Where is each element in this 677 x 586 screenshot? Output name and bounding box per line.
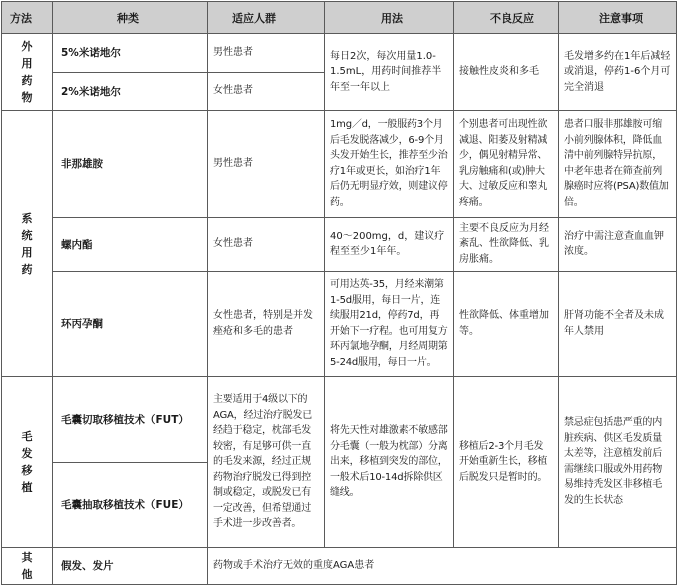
population-cell: 药物或手术治疗无效的重度AGA患者 [208, 547, 677, 584]
table-row [2, 34, 677, 72]
type-cell: 毛囊抽取移植技术（FUE） [53, 462, 208, 547]
usage-cell: 每日2次，每次用量1.0-1.5mL，用药时间推荐半年至一年以上 [325, 34, 454, 111]
usage-cell: 1mg／d，一般服药3个月后毛发脱落减少，6-9个月头发开始生长，推荐至少治疗1年或更长，如治疗1年后仍无明显疗效，则建议停药。 [325, 110, 454, 217]
notes-cell: 患者口服非那雄胺可缩小前列腺体积，降低血清中前列腺特异抗原，中老年患者在筛查前列腺癌时应将(PSA)数值加 倍。 [559, 110, 677, 217]
adverse-cell: 移植后2-3个月毛发开始重新生长，移植后脱发只是暂时的。 [454, 377, 559, 547]
usage-cell: 40～200mg，d，建议疗程至至少1年年。 [325, 217, 454, 271]
population-cell: 男性患者 [208, 110, 325, 217]
group-other-label: 其 他 [21, 550, 33, 581]
type-cell: 环丙孕酮 [53, 271, 208, 377]
type-cell: 2%米诺地尔 [53, 72, 208, 110]
notes-cell: 肝肾功能不全者及未成年人禁用 [559, 271, 677, 377]
header-adverse: 不良反应 [454, 2, 559, 34]
table-row [2, 110, 677, 217]
table-row [2, 217, 677, 271]
header-method: 方法 [2, 2, 53, 34]
group-transplant-label: 毛 发 移 植 [21, 429, 33, 494]
table-row [2, 547, 677, 584]
group-topical-label: 外 用 药 物 [21, 40, 33, 105]
type-cell: 毛囊切取移植技术（FUT） [53, 377, 208, 463]
header-population: 适应人群 [208, 2, 325, 34]
population-cell: 男性患者 [208, 34, 325, 72]
header-usage: 用法 [325, 2, 454, 34]
group-other [2, 547, 53, 584]
type-cell: 非那雄胺 [53, 110, 208, 217]
adverse-cell: 个别患者可出现性欲减退、阳萎及射精减少，偶见射精异常、乳房触痛和(或)肿大大、过敏反应和睾丸疼痛。 [454, 110, 559, 217]
population-cell: 女性患者 [208, 217, 325, 271]
adverse-cell: 接触性皮炎和多毛 [454, 34, 559, 111]
group-systemic-label: 系 统 用 药 [21, 211, 33, 276]
usage-cell: 可用达英-35，月经来潮第1-5d服用，每日一片，连续服用21d，停药7d，再开始下一疗程。也可用复方环丙氯地孕酮，月经周期第5-24d服用，每日一片。 [325, 271, 454, 377]
table-row [2, 377, 677, 463]
type-cell: 螺内酯 [53, 217, 208, 271]
notes-cell: 治疗中需注意查血血钾浓度。 [559, 217, 677, 271]
adverse-cell: 性欲降低、体重增加等。 [454, 271, 559, 377]
table-row [2, 271, 677, 377]
group-topical [2, 34, 53, 111]
header-row [2, 2, 677, 34]
header-notes: 注意事项 [559, 2, 677, 34]
population-cell: 女性患者 [208, 72, 325, 110]
population-cell: 主要适用于4级以下的AGA，经过治疗脱发已经趋于稳定，枕部毛发较密，有足够可供一直的毛发来源，经过正规药物治疗脱发已得到控制或稳定，或脱发已有一定改善，但希望通过手术进一步改善者。 [208, 377, 325, 547]
type-cell: 假发、发片 [53, 547, 208, 584]
hair-loss-treatment-table [1, 1, 677, 585]
type-cell: 5%米诺地尔 [53, 34, 208, 72]
group-systemic [2, 110, 53, 377]
adverse-cell: 主要不良反应为月经紊乱、性欲降低、乳房胀痛。 [454, 217, 559, 271]
usage-cell: 将先天性对雄激素不敏感部分毛囊（一般为枕部）分离出来，移植到突发的部位，一般术后10-14d拆除供区缝线。 [325, 377, 454, 547]
notes-cell: 禁忌症包括患严重的内脏疾病、供区毛发质量太差等，注意植发前后需继续口服或外用药物易维持秃发区非移植毛发的生长状态 [559, 377, 677, 547]
group-transplant [2, 377, 53, 547]
notes-cell: 毛发增多约在1年后减轻或消退，停药1-6个月可完全消退 [559, 34, 677, 111]
population-cell: 女性患者，特别是并发痤疮和多毛的患者 [208, 271, 325, 377]
header-type: 种类 [53, 2, 208, 34]
